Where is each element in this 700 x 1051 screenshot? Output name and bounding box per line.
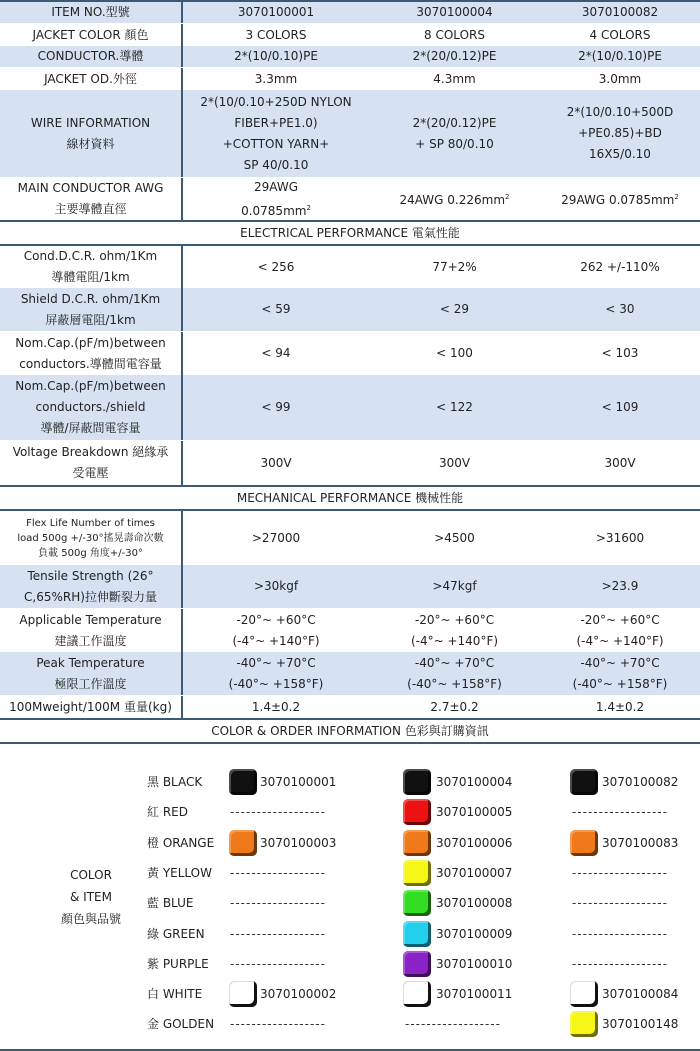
wire-info-label-zh: 線材資料	[66, 136, 115, 151]
item-code: 3070100007	[436, 865, 513, 880]
row-label: conductors.導體間電容量	[19, 356, 162, 371]
color-row	[0, 919, 700, 949]
color-swatch	[403, 890, 431, 916]
row-label: 導體/屏蔽間電容量	[40, 421, 141, 435]
item-code: 3070100002	[260, 987, 337, 1002]
cell-value: 300V	[438, 455, 471, 470]
wire-info-col1-line: FIBER+PE1.0)	[234, 115, 318, 130]
item-no-col2: 3070100004	[416, 5, 493, 19]
cell-value: >23.9	[601, 579, 639, 593]
cell-value: 300V	[260, 455, 292, 470]
color-swatch	[403, 921, 431, 947]
wire-info-col1-line: SP 40/0.10	[243, 157, 309, 172]
wire-info-row	[0, 90, 700, 178]
color-swatch	[403, 769, 431, 795]
cell-value: (-4°~ +140°F)	[576, 633, 664, 648]
color-name: 紫 PURPLE	[147, 956, 209, 971]
jacket-color-row	[0, 24, 700, 46]
color-order-title-text: COLOR & ORDER INFORMATION 色彩與訂購資訊	[211, 723, 489, 738]
cell-value: < 103	[601, 346, 639, 360]
jacket-od-col3: 3.0mm	[598, 71, 642, 86]
jacket-color-label: JACKET COLOR 顏色	[32, 27, 149, 42]
empty-dash: ------------------	[405, 1017, 501, 1032]
color-row	[0, 767, 700, 797]
color-swatch	[229, 769, 257, 795]
item-code: 3070100001	[260, 775, 337, 789]
wire-info-label-en: WIRE INFORMATION	[30, 115, 151, 130]
item-code: 3070100008	[436, 896, 513, 911]
color-swatch	[570, 830, 598, 856]
flex-life-row	[0, 511, 700, 565]
color-swatch	[403, 981, 431, 1007]
jacket-od-row	[0, 68, 700, 90]
color-swatch	[403, 860, 431, 886]
jacket-color-col3: 4 COLORS	[589, 27, 651, 42]
jacket-od-col1: 3.3mm	[254, 71, 298, 86]
weight-row	[0, 696, 700, 718]
item-code: 3070100148	[602, 1017, 679, 1032]
item-no-col1: 3070100001	[237, 5, 315, 19]
cell-value: 2.7±0.2	[430, 699, 479, 714]
cell-value: < 94	[261, 346, 291, 360]
row-label: Voltage Breakdown 絕緣承	[12, 445, 169, 459]
wire-info-col2-line: 2*(20/0.12)PE	[412, 115, 497, 130]
cell-value: < 109	[601, 400, 639, 414]
row-label: Flex Life Number of times	[26, 517, 155, 529]
cell-value: -20°~ +60°C	[414, 612, 495, 627]
cell-value: 300V	[604, 455, 636, 470]
empty-dash: ------------------	[230, 896, 326, 911]
color-name: 綠 GREEN	[147, 926, 205, 941]
row-label: Shield D.C.R. ohm/1Km	[20, 291, 161, 306]
color-label-line: 顏色與品號	[60, 912, 121, 926]
awg-col3-sup: 2	[674, 193, 679, 201]
color-name: 橙 ORANGE	[147, 835, 215, 850]
item-code: 3070100005	[436, 805, 513, 820]
item-code: 3070100004	[436, 775, 513, 789]
color-swatch	[570, 1011, 598, 1037]
cell-value: (-4°~ +140°F)	[410, 633, 499, 648]
empty-dash: ------------------	[230, 926, 326, 941]
cell-value: -20°~ +60°C	[236, 612, 316, 627]
color-row	[0, 979, 700, 1009]
cell-value: >30kgf	[253, 579, 299, 593]
cell-value: -40°~ +70°C	[580, 655, 660, 670]
item-code: 3070100010	[436, 956, 513, 971]
color-row	[0, 828, 700, 858]
empty-dash: ------------------	[572, 865, 668, 880]
color-name: 紅 RED	[147, 805, 188, 820]
cell-value: < 29	[439, 302, 470, 316]
cell-value: -40°~ +70°C	[414, 655, 495, 670]
awg-label-en: MAIN CONDUCTOR AWG	[17, 181, 164, 195]
awg-col1-line2: 0.0785mm	[241, 203, 307, 218]
row-label: Tensile Strength (26°	[27, 568, 154, 583]
conductor-col1: 2*(10/0.10)PE	[234, 49, 318, 63]
cell-value: >4500	[434, 530, 475, 545]
awg-col2-sup: 2	[505, 193, 510, 201]
cell-value: -40°~ +70°C	[236, 655, 316, 670]
shield-dcr-row	[0, 288, 700, 332]
conductor-col3: 2*(10/0.10)PE	[578, 49, 662, 63]
awg-col2: 24AWG 0.226mm	[399, 193, 506, 207]
cell-value: < 100	[436, 346, 473, 360]
row-label: Nom.Cap.(pF/m)between	[15, 379, 166, 393]
color-label-line: & ITEM	[70, 890, 112, 904]
electrical-title-text: ELECTRICAL PERFORMANCE 電氣性能	[240, 225, 460, 240]
wire-info-col3-line: 2*(10/0.10+500D	[566, 105, 674, 119]
cell-value: < 59	[261, 302, 291, 316]
item-code: 3070100006	[436, 835, 513, 850]
cell-value: (-40°~ +158°F)	[228, 676, 324, 691]
awg-label-zh: 主要導體直徑	[54, 202, 127, 216]
awg-col3: 29AWG 0.0785mm	[561, 193, 675, 207]
empty-dash: ------------------	[230, 956, 326, 971]
cell-value: 77+2%	[432, 259, 477, 274]
tensile-row	[0, 565, 700, 609]
jacket-od-label: JACKET OD.外徑	[44, 71, 137, 86]
item-no-col3: 3070100082	[581, 5, 659, 19]
color-name: 黑 BLACK	[147, 775, 203, 789]
nom-cap-shield-row	[0, 375, 700, 441]
color-swatch	[403, 951, 431, 977]
color-row	[0, 797, 700, 827]
cell-value: 262 +/-110%	[580, 259, 660, 274]
row-label: Applicable Temperature	[19, 612, 162, 627]
cell-value: >47kgf	[432, 579, 477, 593]
item-no-label: ITEM NO.型號	[51, 5, 130, 19]
conductor-label: CONDUCTOR.導體	[37, 49, 144, 63]
row-label: C,65%RH)拉伸斷裂力量	[24, 589, 157, 604]
empty-dash: ------------------	[572, 926, 668, 941]
item-code: 3070100083	[602, 835, 679, 850]
empty-dash: ------------------	[572, 956, 668, 971]
row-label: Cond.D.C.R. ohm/1Km	[23, 249, 158, 263]
jacket-color-col2: 8 COLORS	[424, 27, 485, 42]
mechanical-title-text: MECHANICAL PERFORMANCE 機械性能	[236, 490, 464, 505]
color-name: 白 WHITE	[147, 987, 203, 1002]
item-code: 3070100011	[436, 987, 513, 1002]
row-label: 100Mweight/100M 重量(kg)	[9, 699, 172, 714]
color-order-section-title	[0, 720, 700, 742]
awg-col1-sup: 2	[306, 203, 311, 212]
color-order-table	[0, 747, 700, 1049]
item-no-row	[0, 2, 700, 24]
color-row	[0, 858, 700, 888]
divider	[0, 742, 700, 744]
item-code: 3070100084	[602, 987, 679, 1002]
color-swatch	[229, 981, 257, 1007]
cell-value: 1.4±0.2	[251, 699, 301, 714]
color-row	[0, 1009, 700, 1039]
color-swatch	[229, 830, 257, 856]
cell-value: (-40°~ +158°F)	[407, 676, 502, 691]
row-label: 負載 500g 角度+/-30°	[38, 547, 143, 559]
empty-dash: ------------------	[230, 805, 326, 820]
conductor-row	[0, 46, 700, 68]
row-label: 導體電阻/1km	[51, 270, 130, 284]
jacket-od-col2: 4.3mm	[433, 71, 476, 86]
cell-value: < 30	[605, 302, 635, 316]
cell-value: >31600	[595, 530, 645, 545]
row-label: 受電壓	[72, 466, 109, 480]
empty-dash: ------------------	[230, 865, 326, 880]
color-name: 黃 YELLOW	[147, 865, 212, 880]
item-code: 3070100082	[602, 775, 679, 789]
color-label-line: COLOR	[70, 868, 112, 882]
color-name: 金 GOLDEN	[147, 1017, 215, 1032]
electrical-section-title	[0, 222, 700, 244]
wire-info-col1-line: 2*(10/0.10+250D NYLON	[200, 94, 352, 109]
cell-value: < 122	[436, 400, 473, 414]
peak-temp-row	[0, 652, 700, 696]
color-name: 藍 BLUE	[147, 896, 194, 911]
jacket-color-col1: 3 COLORS	[245, 27, 307, 42]
empty-dash: ------------------	[572, 896, 668, 911]
color-row	[0, 888, 700, 918]
row-label: 建議工作溫度	[54, 633, 127, 648]
wire-info-col1-line: +COTTON YARN+	[222, 136, 330, 151]
cell-value: >27000	[251, 530, 301, 545]
empty-dash: ------------------	[230, 1017, 326, 1032]
color-swatch	[570, 981, 598, 1007]
cell-value: < 256	[257, 259, 295, 274]
color-row	[0, 949, 700, 979]
item-code: 3070100003	[260, 835, 337, 850]
conductor-col2: 2*(20/0.12)PE	[412, 49, 497, 63]
cell-value: 1.4±0.2	[595, 699, 645, 714]
mechanical-section-title	[0, 487, 700, 509]
color-swatch	[403, 799, 431, 825]
nom-cap-row	[0, 332, 700, 375]
row-label: load 500g +/-30°搖晃壽命次數	[17, 532, 164, 544]
wire-info-col3-line: +PE0.85)+BD	[578, 126, 662, 140]
cell-value: (-4°~ +140°F)	[232, 633, 320, 648]
cell-value: < 99	[261, 400, 291, 414]
row-label: Peak Temperature	[36, 655, 145, 670]
awg-row	[0, 178, 700, 220]
awg-col1-line1: 29AWG	[254, 179, 298, 194]
row-label: 屏蔽層電阻/1km	[45, 312, 136, 327]
row-label: conductors./shield	[35, 400, 146, 414]
row-label: 極限工作溫度	[54, 676, 127, 691]
empty-dash: ------------------	[572, 805, 668, 820]
applicable-temp-row	[0, 609, 700, 652]
row-label: Nom.Cap.(pF/m)between	[15, 335, 166, 350]
color-swatch	[570, 769, 598, 795]
item-code: 3070100009	[436, 926, 513, 941]
wire-info-col2-line: + SP 80/0.10	[415, 136, 494, 151]
cell-value: -20°~ +60°C	[580, 612, 660, 627]
cond-dcr-row	[0, 246, 700, 288]
wire-info-col3-line: 16X5/0.10	[589, 147, 651, 161]
color-swatch	[403, 830, 431, 856]
voltage-row	[0, 441, 700, 485]
cell-value: (-40°~ +158°F)	[572, 676, 668, 691]
